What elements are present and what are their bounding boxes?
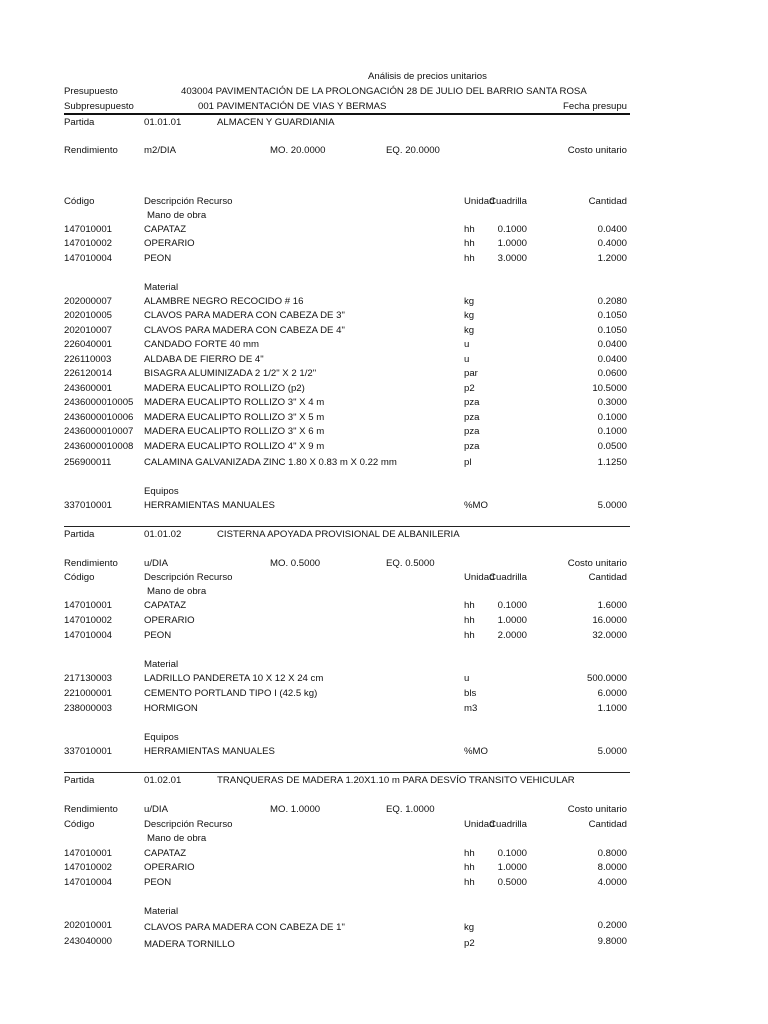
row-desc: HERRAMIENTAS MANUALES [144, 746, 275, 757]
row-unit: %MO [464, 500, 488, 511]
row-code: 238000003 [64, 703, 113, 714]
row-unit: hh [464, 238, 475, 249]
col-unidad: Unidad [464, 819, 495, 830]
row-cuadrilla: 0.1000 [497, 224, 527, 235]
row-cantidad: 9.8000 [597, 936, 627, 947]
row-cantidad: 6.0000 [597, 688, 627, 699]
row-desc: CEMENTO PORTLAND TIPO I (42.5 kg) [144, 688, 318, 699]
row-code: 243040000 [64, 936, 113, 947]
row-desc: MADERA EUCALIPTO ROLLIZO 3" X 5 m [144, 412, 325, 423]
row-unit: p2 [464, 938, 475, 949]
rendimiento-label: Rendimiento [64, 558, 118, 569]
row-unit: hh [464, 877, 475, 888]
row-unit: par [464, 368, 478, 379]
row-cantidad: 0.0400 [597, 354, 627, 365]
row-code: 226120014 [64, 368, 113, 379]
row-code: 243600001 [64, 383, 113, 394]
row-unit: hh [464, 848, 475, 859]
row-cantidad: 0.2000 [597, 920, 627, 931]
row-unit: u [464, 339, 470, 350]
row-desc: MADERA EUCALIPTO ROLLIZO 3" X 6 m [144, 426, 325, 437]
partida-label: Partida [64, 775, 95, 786]
costo-unitario-label: Costo unitario [567, 804, 627, 815]
row-desc: ALDABA DE FIERRO DE 4" [144, 354, 264, 365]
row-code: 256900011 [64, 457, 112, 468]
eq-value: EQ. 0.5000 [386, 558, 435, 569]
row-cuadrilla: 1.0000 [497, 862, 527, 873]
row-desc: CANDADO FORTE 40 mm [144, 339, 259, 350]
row-unit: hh [464, 630, 475, 641]
rendimiento-label: Rendimiento [64, 804, 118, 815]
col-cantidad: Cantidad [588, 819, 627, 830]
presupuesto-value: 403004 PAVIMENTACIÓN DE LA PROLONGACIÓN 28 DE JULIO DEL BARRIO SANTA ROSA [181, 86, 587, 97]
row-cantidad: 0.3000 [597, 397, 627, 408]
rendimiento-label: Rendimiento [64, 145, 118, 156]
row-desc: BISAGRA ALUMINIZADA 2 1/2" X 2 1/2" [144, 368, 317, 379]
row-code: 202000007 [64, 296, 113, 307]
rendimiento-unit: m2/DIA [144, 145, 176, 156]
col-codigo: Código [64, 819, 95, 830]
group-title: Mano de obra [147, 586, 207, 597]
subpresupuesto-label: Subpresupuesto [64, 101, 134, 112]
row-cantidad: 4.0000 [597, 877, 627, 888]
eq-value: EQ. 20.0000 [386, 145, 440, 156]
row-code: 147010002 [64, 615, 113, 626]
col-cantidad: Cantidad [588, 196, 627, 207]
row-cantidad: 16.0000 [592, 615, 627, 626]
row-desc: CLAVOS PARA MADERA CON CABEZA DE 4" [144, 325, 345, 336]
row-code: 202010005 [64, 310, 113, 321]
row-cantidad: 8.0000 [597, 862, 627, 873]
fecha-label: Fecha presupu [563, 101, 627, 112]
row-cantidad: 0.0400 [597, 339, 627, 350]
row-cuadrilla: 0.5000 [497, 877, 527, 888]
row-desc: PEON [144, 877, 172, 888]
row-cantidad: 0.1050 [597, 310, 627, 321]
row-code: 2436000010005 [64, 397, 134, 408]
costo-unitario-label: Costo unitario [567, 145, 627, 156]
row-cantidad: 5.0000 [597, 500, 627, 511]
col-cantidad: Cantidad [588, 572, 627, 583]
presupuesto-label: Presupuesto [64, 86, 118, 97]
row-cantidad: 0.1000 [597, 426, 627, 437]
group-title: Mano de obra [147, 833, 207, 844]
col-cuadrilla: Cuadrilla [489, 572, 527, 583]
row-unit: hh [464, 862, 475, 873]
row-desc: HERRAMIENTAS MANUALES [144, 500, 275, 511]
row-code: 147010002 [64, 862, 113, 873]
row-desc: CAPATAZ [144, 224, 187, 235]
row-code: 226110003 [64, 354, 112, 365]
row-unit: p2 [464, 383, 475, 394]
row-code: 226040001 [64, 339, 113, 350]
row-desc: CAPATAZ [144, 600, 187, 611]
row-code: 337010001 [64, 500, 113, 511]
mo-value: MO. 20.0000 [270, 145, 326, 156]
row-unit: kg [464, 922, 475, 933]
partida-name: ALMACEN Y GUARDIANIA [217, 117, 335, 128]
row-unit: bls [464, 688, 477, 699]
row-unit: kg [464, 296, 475, 307]
row-unit: pza [464, 412, 480, 423]
col-cuadrilla: Cuadrilla [489, 196, 527, 207]
partida-code: 01.02.01 [144, 775, 182, 786]
section-rule [64, 526, 630, 527]
row-desc: CLAVOS PARA MADERA CON CABEZA DE 1" [144, 922, 345, 933]
row-cuadrilla: 0.1000 [497, 600, 527, 611]
row-unit: hh [464, 600, 475, 611]
row-unit: kg [464, 310, 475, 321]
row-code: 217130003 [64, 673, 113, 684]
group-title: Equipos [144, 486, 179, 497]
row-desc: MADERA EUCALIPTO ROLLIZO (p2) [144, 383, 305, 394]
row-cantidad: 0.1050 [597, 325, 627, 336]
row-desc: CAPATAZ [144, 848, 187, 859]
row-code: 2436000010008 [64, 441, 134, 452]
row-cantidad: 0.0500 [597, 441, 627, 452]
row-cantidad: 10.5000 [592, 383, 627, 394]
partida-code: 01.01.02 [144, 529, 182, 540]
row-desc: HORMIGON [144, 703, 198, 714]
section-rule [64, 772, 630, 773]
row-code: 221000001 [64, 688, 113, 699]
row-cantidad: 1.1000 [597, 703, 627, 714]
row-cantidad: 1.2000 [597, 253, 627, 264]
row-unit: hh [464, 224, 475, 235]
row-unit: hh [464, 253, 475, 264]
group-title: Material [144, 906, 179, 917]
row-desc: MADERA EUCALIPTO ROLLIZO 3" X 4 m [144, 397, 325, 408]
col-codigo: Código [64, 196, 95, 207]
row-desc: CLAVOS PARA MADERA CON CABEZA DE 3" [144, 310, 345, 321]
col-codigo: Código [64, 572, 95, 583]
col-cuadrilla: Cuadrilla [489, 819, 527, 830]
row-desc: OPERARIO [144, 862, 195, 873]
col-descripcion: Descripción Recurso [144, 819, 233, 830]
row-cantidad: 0.2080 [597, 296, 627, 307]
mo-value: MO. 1.0000 [270, 804, 321, 815]
col-descripcion: Descripción Recurso [144, 196, 233, 207]
row-cantidad: 500.0000 [586, 673, 627, 684]
row-cantidad: 0.4000 [597, 238, 627, 249]
row-code: 147010001 [64, 848, 113, 859]
row-cantidad: 32.0000 [592, 630, 627, 641]
rendimiento-unit: u/DIA [144, 558, 168, 569]
row-unit: kg [464, 325, 475, 336]
row-code: 147010004 [64, 630, 113, 641]
row-desc: PEON [144, 253, 172, 264]
row-desc: CALAMINA GALVANIZADA ZINC 1.80 X 0.83 m X 0.22 mm [144, 457, 397, 468]
group-title: Equipos [144, 732, 179, 743]
mo-value: MO. 0.5000 [270, 558, 321, 569]
row-cuadrilla: 1.0000 [497, 238, 527, 249]
row-code: 147010001 [64, 224, 113, 235]
row-code: 202010001 [64, 920, 113, 931]
partida-name: TRANQUERAS DE MADERA 1.20X1.10 m PARA DESVÍO TRANSITO VEHICULAR [217, 775, 575, 786]
col-unidad: Unidad [464, 196, 495, 207]
partida-label: Partida [64, 117, 95, 128]
col-descripcion: Descripción Recurso [144, 572, 233, 583]
rendimiento-unit: u/DIA [144, 804, 168, 815]
row-desc: OPERARIO [144, 615, 195, 626]
partida-label: Partida [64, 529, 95, 540]
row-desc: MADERA TORNILLO [144, 939, 235, 950]
partida-name: CISTERNA APOYADA PROVISIONAL DE ALBANILERIA [217, 529, 460, 540]
row-desc: LADRILLO PANDERETA 10 X 12 X 24 cm [144, 673, 324, 684]
row-unit: pza [464, 397, 480, 408]
row-cuadrilla: 0.1000 [497, 848, 527, 859]
group-title: Material [144, 282, 179, 293]
row-cantidad: 1.6000 [597, 600, 627, 611]
document-title: Análisis de precios unitarios [368, 71, 487, 82]
row-cantidad: 0.8000 [597, 848, 627, 859]
row-cantidad: 0.1000 [597, 412, 627, 423]
row-cantidad: 0.0400 [597, 224, 627, 235]
row-unit: u [464, 354, 470, 365]
row-cuadrilla: 1.0000 [497, 615, 527, 626]
row-code: 202010007 [64, 325, 113, 336]
row-code: 337010001 [64, 746, 113, 757]
row-unit: pza [464, 441, 480, 452]
col-unidad: Unidad [464, 572, 495, 583]
costo-unitario-label: Costo unitario [567, 558, 627, 569]
row-code: 147010002 [64, 238, 113, 249]
row-cantidad: 0.0600 [597, 368, 627, 379]
row-cuadrilla: 3.0000 [497, 253, 527, 264]
row-desc: PEON [144, 630, 172, 641]
row-unit: hh [464, 615, 475, 626]
row-desc: ALAMBRE NEGRO RECOCIDO # 16 [144, 296, 304, 307]
row-unit: u [464, 673, 470, 684]
eq-value: EQ. 1.0000 [386, 804, 435, 815]
row-cantidad: 5.0000 [597, 746, 627, 757]
row-code: 2436000010006 [64, 412, 134, 423]
row-unit: m3 [464, 703, 478, 714]
row-code: 2436000010007 [64, 426, 134, 437]
group-title: Mano de obra [147, 210, 207, 221]
row-code: 147010001 [64, 600, 113, 611]
row-code: 147010004 [64, 877, 113, 888]
row-code: 147010004 [64, 253, 113, 264]
row-desc: MADERA EUCALIPTO ROLLIZO 4" X 9 m [144, 441, 325, 452]
row-unit: %MO [464, 746, 488, 757]
row-unit: pza [464, 426, 480, 437]
row-cantidad: 1.1250 [597, 457, 627, 468]
partida-code: 01.01.01 [144, 117, 182, 128]
group-title: Material [144, 659, 179, 670]
row-cuadrilla: 2.0000 [497, 630, 527, 641]
row-unit: pl [464, 457, 472, 468]
subpresupuesto-value: 001 PAVIMENTACIÓN DE VIAS Y BERMAS [198, 101, 387, 112]
header-rule [64, 113, 630, 115]
row-desc: OPERARIO [144, 238, 195, 249]
